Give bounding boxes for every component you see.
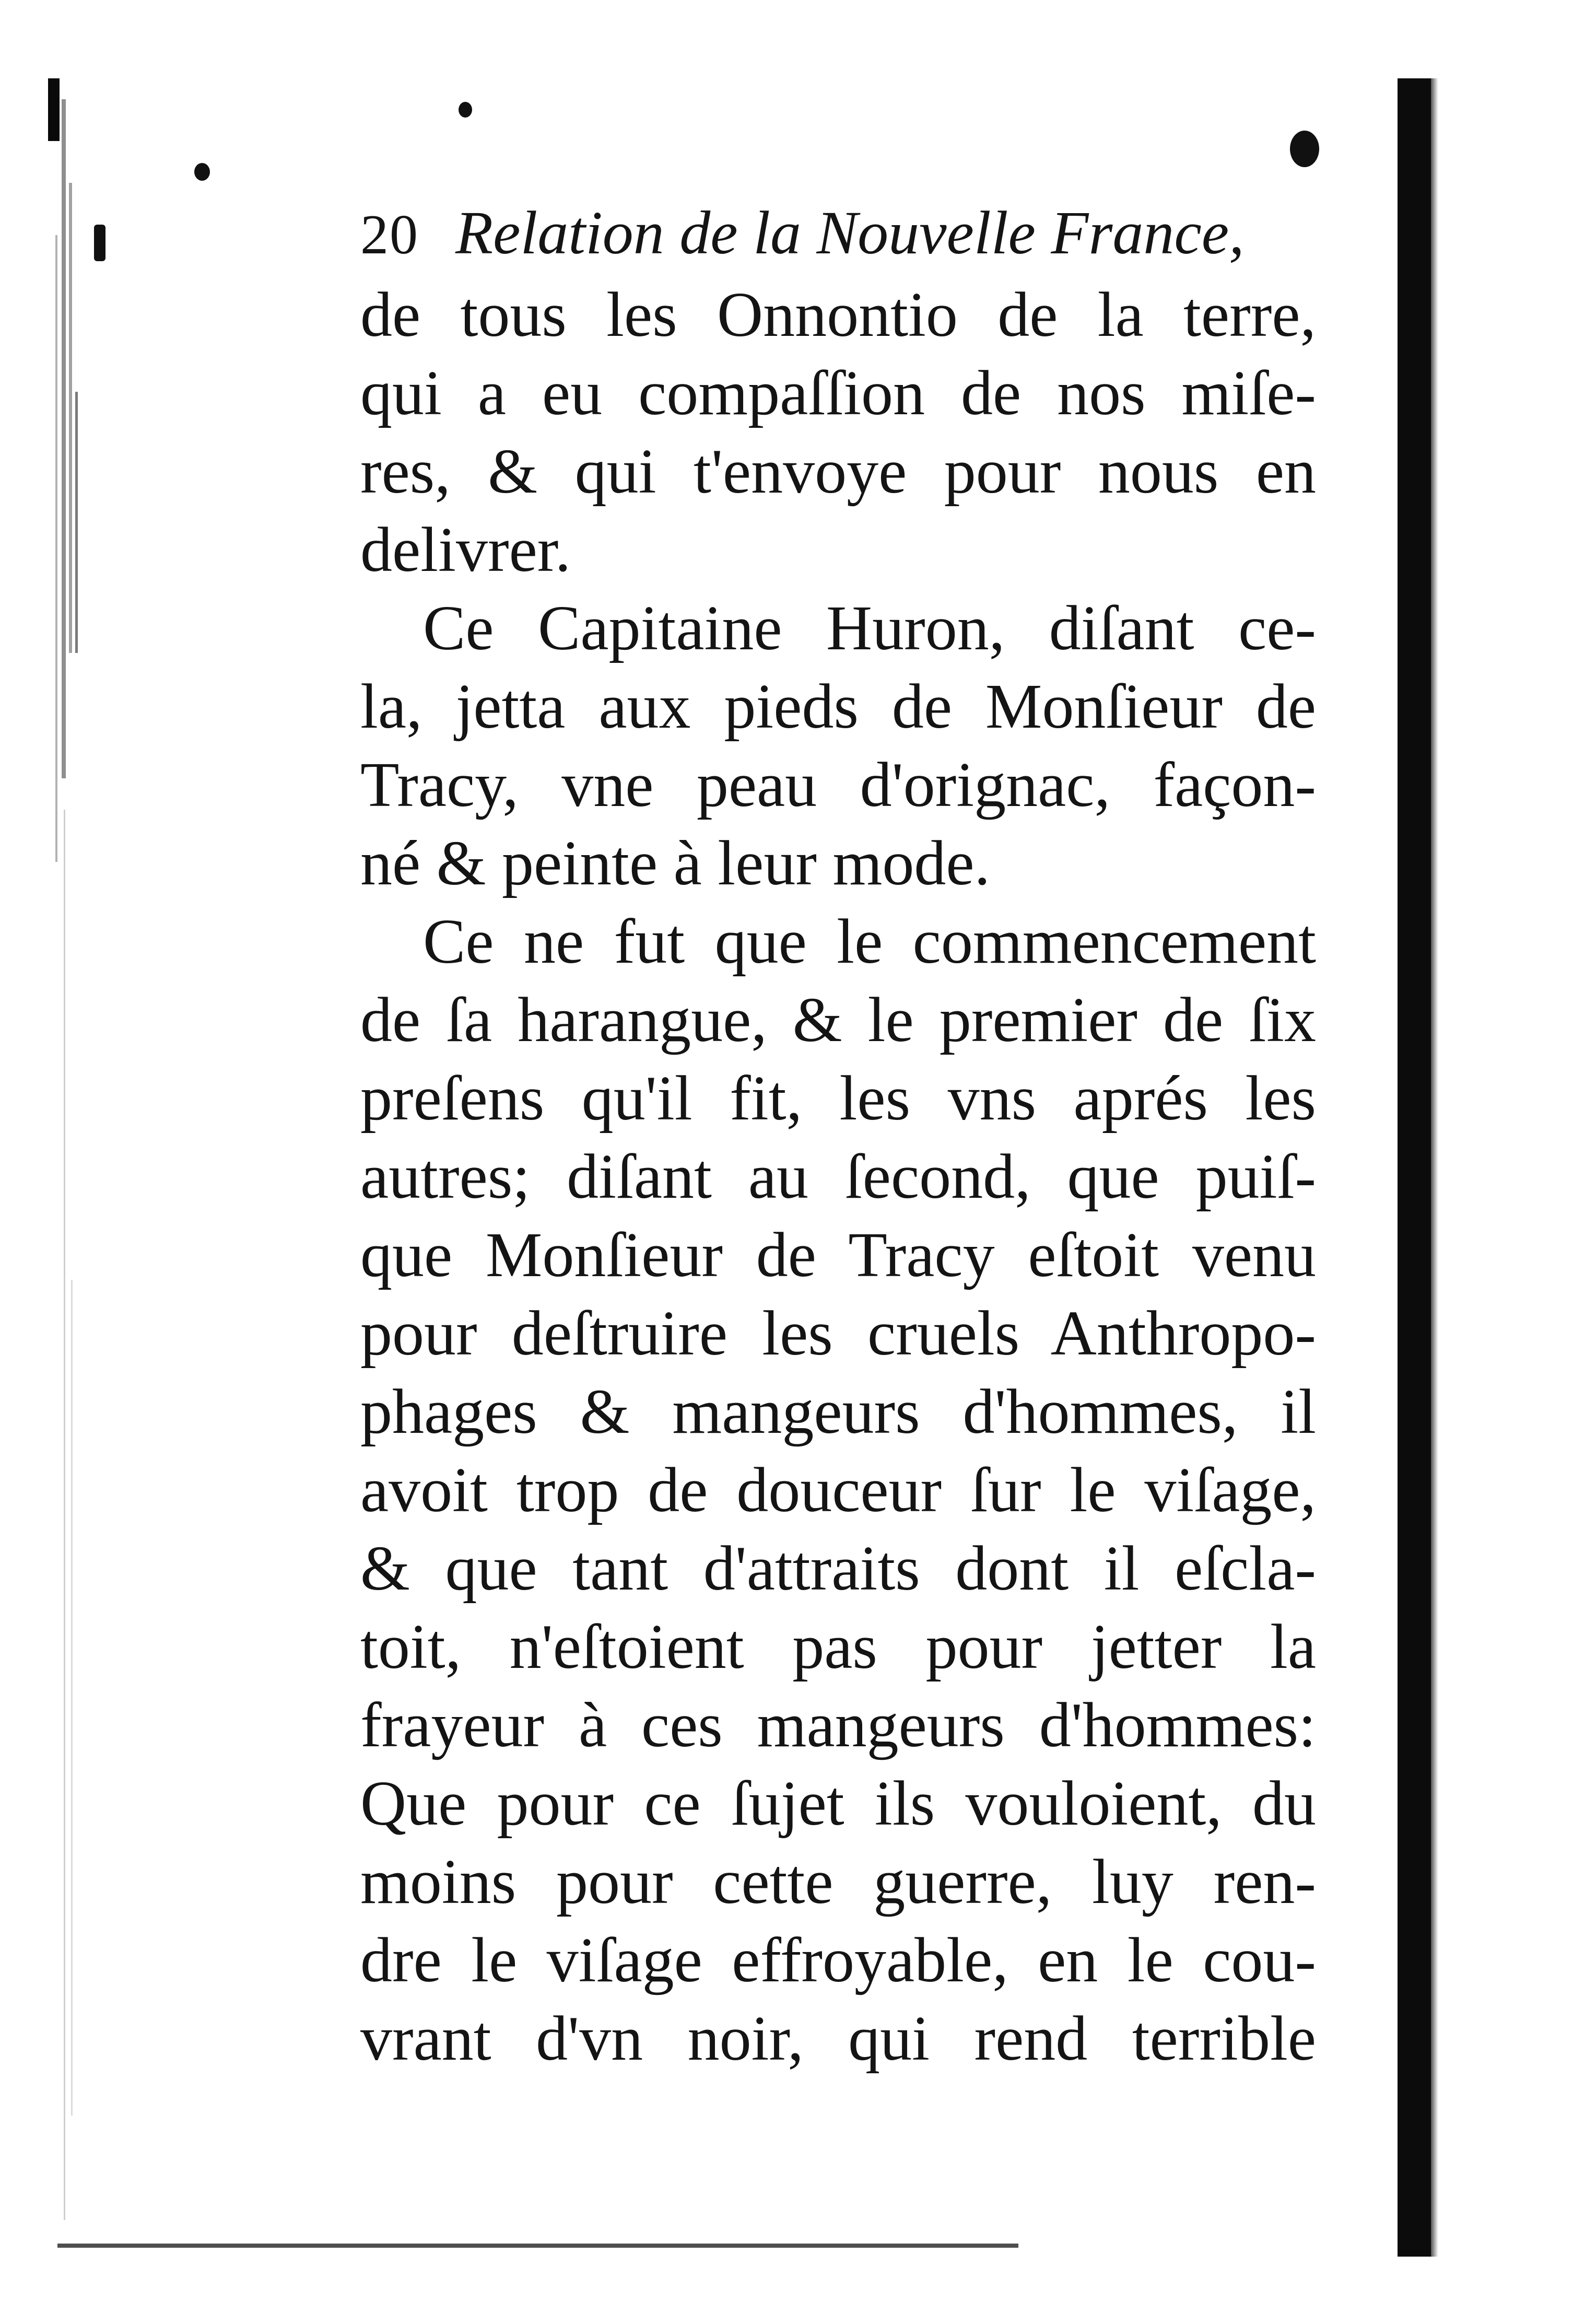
text-line: phages & mangeurs d'hommes, il	[360, 1376, 1316, 1447]
text-line: Que pour ce ſujet ils vouloient, du	[360, 1768, 1316, 1839]
text-line: la, jetta aux pieds de Monſieur de	[360, 671, 1316, 742]
right-edge-shadow	[1431, 78, 1438, 2257]
text-line: de tous les Onnontio de la terre,	[360, 279, 1316, 350]
running-title: Relation de la Nouvelle France,	[455, 198, 1245, 267]
ink-speck	[459, 102, 472, 118]
text-line: de ſa harangue, & le premier de ſix	[360, 985, 1316, 1055]
text-line: Tracy, vne peau d'orignac, façon-	[360, 750, 1316, 820]
text-line: que Monſieur de Tracy eſtoit venu	[360, 1220, 1316, 1290]
ink-speck	[94, 225, 105, 261]
text-line: Ce ne fut que le commencement	[423, 906, 1316, 977]
text-line: vrant d'vn noir, qui rend terrible	[360, 2003, 1316, 2074]
text-line: dre le viſage effroyable, en le cou-	[360, 1925, 1316, 1995]
ink-speck	[194, 163, 210, 181]
text-line: & que tant d'attraits dont il eſcla-	[360, 1533, 1316, 1604]
text-line: preſens qu'il fit, les vns aprés les	[360, 1063, 1316, 1134]
text-line: toit, n'eſtoient pas pour jetter la	[360, 1611, 1316, 1682]
text-line: res, & qui t'envoye pour nous en	[360, 436, 1316, 507]
text-line: moins pour cette guerre, luy ren-	[360, 1847, 1316, 1917]
ink-speck	[1290, 131, 1319, 167]
text-line: qui a eu compaſſion de nos miſe-	[360, 358, 1316, 428]
page-number: 20	[360, 204, 419, 266]
page-header	[360, 197, 1245, 268]
right-page-edge	[1398, 78, 1431, 2257]
text-line: pour deſtruire les cruels Anthropo-	[360, 1298, 1316, 1369]
bottom-page-edge	[57, 2244, 1018, 2248]
text-line: avoit trop de douceur ſur le viſage,	[360, 1455, 1316, 1525]
left-binding-shadow	[48, 78, 85, 2236]
text-line: Ce Capitaine Huron, diſant ce-	[423, 593, 1316, 663]
text-line: autres; diſant au ſecond, que puiſ-	[360, 1141, 1316, 1212]
text-line: frayeur à ces mangeurs d'hommes:	[360, 1690, 1316, 1760]
text-line: né & peinte à leur mode.	[360, 828, 991, 898]
text-line: delivrer.	[360, 515, 571, 585]
